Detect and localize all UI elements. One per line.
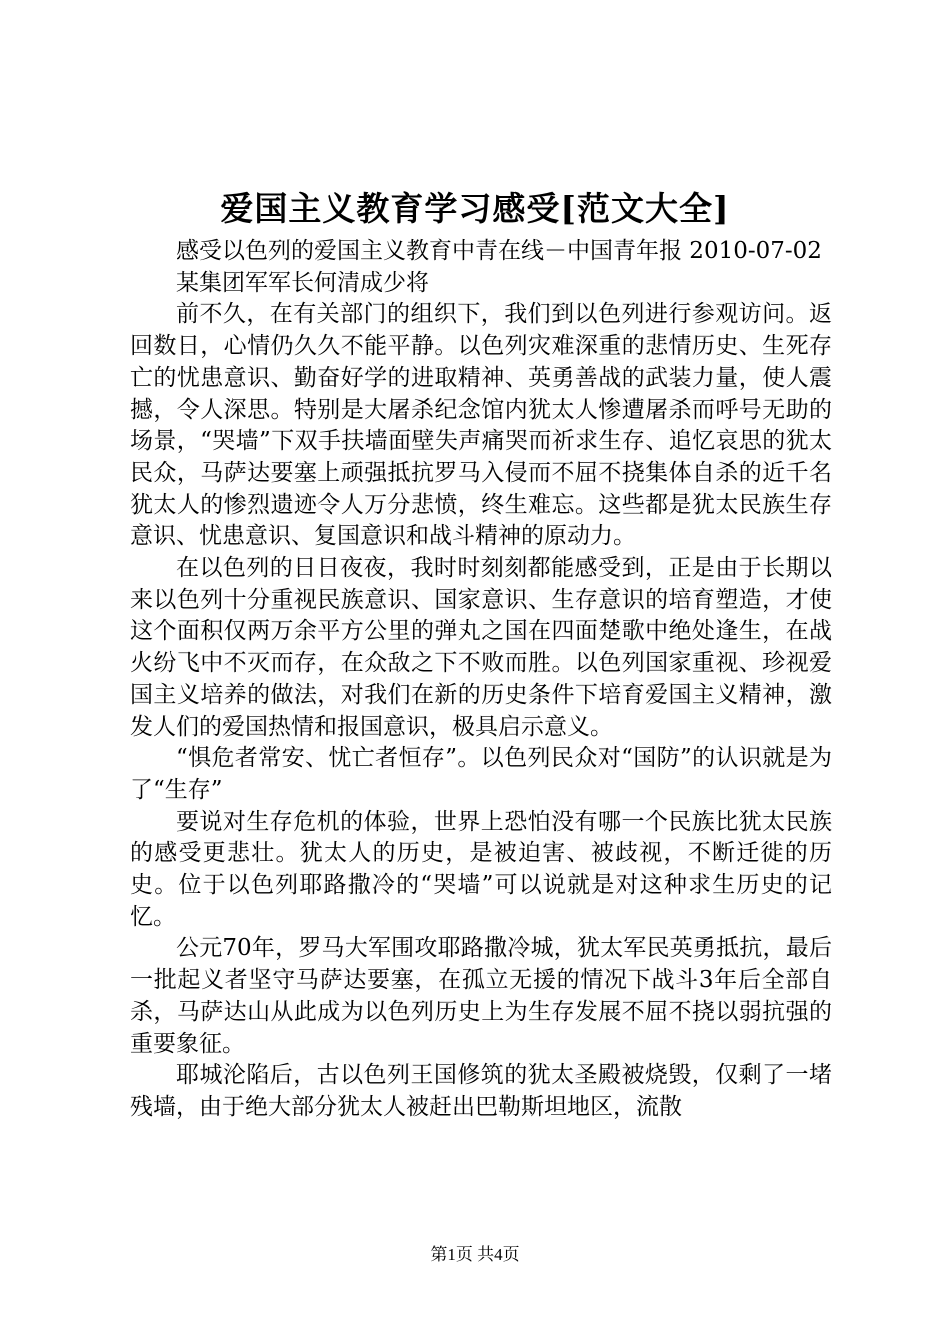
paragraph-author: 某集团军军长何清成少将 xyxy=(176,269,429,296)
document-body xyxy=(130,236,832,1124)
paragraph-4: 公元70年，罗马大军围攻耶路撒冷城，犹太军民英勇抵抗，最后一批起义者坚守马萨达要塞，在孤立无援的情况下战斗3年后全部自杀，马萨达山从此成为以色列历史上为生存发展不屈不挠以弱抗强的重要象征。 xyxy=(130,935,832,1057)
paragraph-2: 在以色列的日日夜夜，我时时刻刻都能感受到，正是由于长期以来以色列十分重视民族意识、国家意识、生存意识的培育塑造，才使这个面积仅两万余平方公里的弹丸之国在四面楚歌中绝处逢生，在战火纷飞中不灭而存，在众敌之下不败而胜。以色列国家重视、珍视爱国主义培养的做法，对我们在新的历史条件下培育爱国主义精神，激发人们的爱国热情和报国意识，极具启示意义。 xyxy=(130,555,832,740)
paragraph-1: 前不久，在有关部门的组织下，我们到以色列进行参观访问。返回数日，心情仍久久不能平静。以色列灾难深重的悲情历史、生死存亡的忧患意识、勤奋好学的进取精神、英勇善战的武装力量，使人震撼，令人深思。特别是大屠杀纪念馆内犹太人惨遭屠杀而呼号无助的场景，“哭墙”下双手扶墙面壁失声痛哭而祈求生存、追忆哀思的犹太民众，马萨达要塞上顽强抵抗罗马入侵而不屈不挠集体自杀的近千名犹太人的惨烈遗迹令人万分悲愤，终生难忘。这些都是犹太民族生存意识、忧患意识、复国意识和战斗精神的原动力。 xyxy=(130,301,832,550)
page-footer: 第1页 共4页 xyxy=(430,1245,520,1264)
paragraph-heading: “惧危者常安、忧亡者恒存”。以色列民众对“国防”的认识就是为了“生存” xyxy=(130,745,832,803)
paragraph-source: 感受以色列的爱国主义教育中青在线－中国青年报 2010-07-02 xyxy=(176,238,822,264)
paragraph-3: 要说对生存危机的体验，世界上恐怕没有哪一个民族比犹太民族的感受更悲壮。犹太人的历史，是被迫害、被歧视，不断迁徙的历史。位于以色列耶路撒冷的“哭墙”可以说就是对这种求生历史的记忆。 xyxy=(130,808,832,930)
paragraph-5: 耶城沦陷后，古以色列王国修筑的犹太圣殿被烧毁，仅剩了一堵残墙，由于绝大部分犹太人被赶出巴勒斯坦地区，流散 xyxy=(130,1062,832,1120)
document-title: 爱国主义教育学习感受[范文大全] xyxy=(220,189,730,228)
